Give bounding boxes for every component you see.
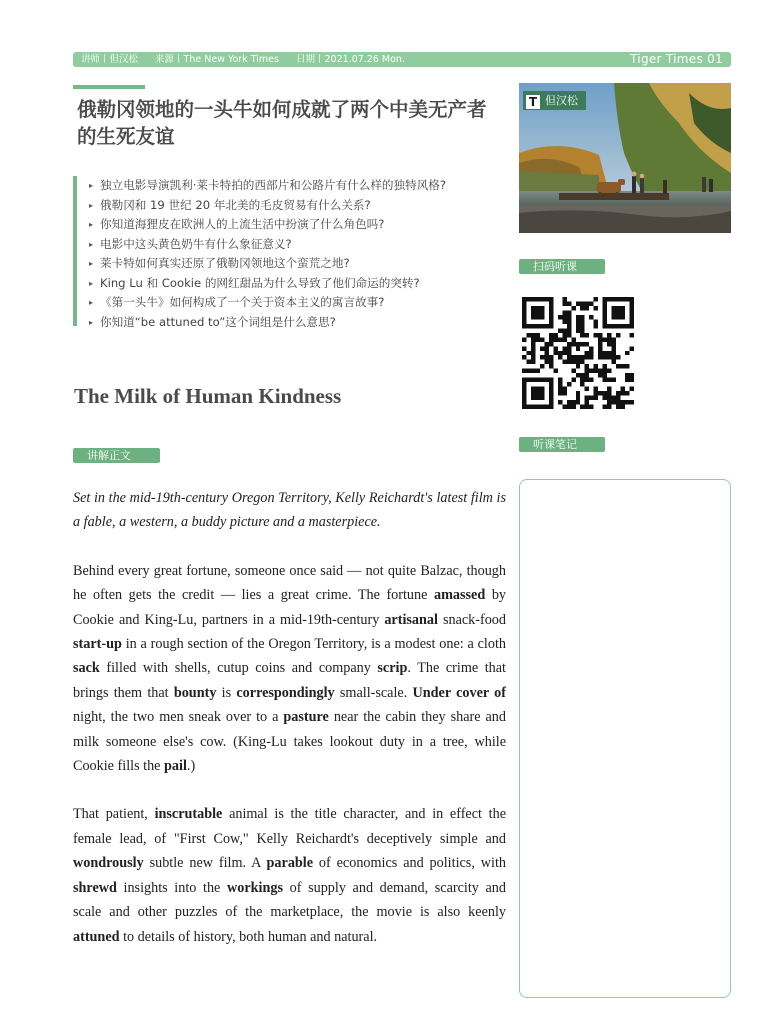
- vocab-word: pail: [164, 758, 187, 775]
- text-run: Behind every great fortune, someone once said — not quite Balzac, though he often gets the credit — lies a great crime. The fortune: [73, 562, 506, 604]
- title-accent-line: [73, 85, 145, 89]
- text-run: insights into the: [116, 879, 227, 896]
- text-run: small-scale.: [334, 684, 413, 701]
- text-run: in a rough section of the Oregon Territory, is a modest one: a cloth: [121, 636, 506, 653]
- vocab-word: amassed: [434, 587, 486, 604]
- text-run: animal is the title character, and in effect the female lead, of "First Cow," Kelly Reichardt's deceptively simple and: [73, 806, 506, 847]
- text-run: filled with shells, cutup coins and company: [99, 660, 378, 677]
- text-run: night, the two men sneak over to a: [73, 709, 284, 726]
- question-item: ▸ 《第一头牛》如何构成了一个关于资本主义的寓言故事?: [89, 293, 519, 313]
- date-info: 日期丨2021.07.26 Mon.: [296, 54, 405, 65]
- qr-code-icon[interactable]: [519, 297, 637, 409]
- question-item: ▸ King Lu 和 Cookie 的网红甜品为什么导致了他们命运的突转?: [89, 274, 519, 294]
- text-run: near the cabin they share and milk someone else's cow. (King-Lu takes lookout duty in a tree, while Cookie fills the: [73, 709, 506, 775]
- article-paragraph: [73, 559, 506, 779]
- article-title: The Milk of Human Kindness: [74, 384, 342, 408]
- article-lead: Set in the mid-19th-century Oregon Territory, Kelly Reichardt's latest film is a fable, a western, a buddy picture and a masterpiece.: [73, 490, 506, 531]
- vocab-word: start-up: [73, 636, 122, 653]
- question-item: ▸ 你知道“be attuned to”这个词组是什么意思?: [89, 313, 519, 333]
- text-run: of economics and politics, with: [313, 855, 506, 872]
- question-item: ▸ 俄勒冈和 19 世纪 20 年北美的毛皮贸易有什么关系?: [89, 196, 519, 216]
- question-item: ▸ 莱卡特如何真实还原了俄勒冈领地这个蛮荒之地?: [89, 254, 519, 274]
- guiding-questions: [73, 176, 519, 329]
- text-run: is: [216, 684, 237, 701]
- vocab-word: bounty: [173, 684, 217, 701]
- vocab-word: inscrutable: [154, 806, 223, 823]
- nyt-t-logo: T: [526, 95, 540, 109]
- vocab-word: scrip: [377, 660, 408, 677]
- article-paragraph: [73, 802, 506, 948]
- vocab-word: wondrously: [73, 855, 144, 872]
- vocab-word: parable: [266, 855, 314, 872]
- vocab-word: artisanal: [384, 611, 438, 628]
- text-run: of supply and demand, scarcity and scale and other puzzles of the marketplace, the movie is also keenly: [73, 879, 506, 921]
- question-item: ▸ 独立电影导演凯利·莱卡特拍的西部片和公路片有什么样的独特风格?: [89, 176, 519, 196]
- text-run: .): [186, 758, 196, 775]
- question-item: ▸ 电影中这头黄色奶牛有什么象征意义?: [89, 235, 519, 255]
- qr-label: 扫码听课: [519, 259, 605, 274]
- vocab-word: workings: [227, 879, 283, 896]
- header-meta: [81, 52, 419, 67]
- text-run: snack-food: [437, 611, 506, 628]
- section-label: 讲解正文: [73, 448, 160, 463]
- photo-badge: [523, 91, 586, 110]
- notes-label: 听课笔记: [519, 437, 605, 452]
- source-info: 来源丨The New York Times: [155, 54, 279, 65]
- header-bar: [73, 52, 731, 67]
- lecturer-info: 讲师丨但汉松: [81, 54, 139, 65]
- page-title: 俄勒冈领地的一头牛如何成就了两个中美无产者的生死友谊: [77, 98, 487, 148]
- film-still-photo: [519, 83, 731, 233]
- text-run: by Cookie and King-Lu, partners in a mid-19th-century: [73, 587, 507, 628]
- vocab-word: Under cover of: [412, 684, 506, 701]
- text-run: That patient,: [73, 806, 155, 823]
- question-item: ▸ 你知道海狸皮在欧洲人的上流生活中扮演了什么角色吗?: [89, 215, 519, 235]
- vocab-word: sack: [73, 660, 100, 677]
- vocab-word: attuned: [73, 928, 120, 945]
- text-run: . The crime that brings them that: [73, 660, 507, 701]
- vocab-word: correspondingly: [236, 684, 335, 701]
- article-body: [73, 486, 506, 973]
- photo-badge-text: 但汉松: [545, 94, 578, 107]
- text-run: subtle new film. A: [143, 855, 267, 872]
- vocab-word: shrewd: [73, 879, 117, 896]
- notes-box[interactable]: [519, 479, 731, 998]
- text-run: to details of history, both human and natural.: [119, 928, 378, 945]
- brand-label: Tiger Times 01: [630, 52, 723, 66]
- vocab-word: pasture: [283, 709, 329, 726]
